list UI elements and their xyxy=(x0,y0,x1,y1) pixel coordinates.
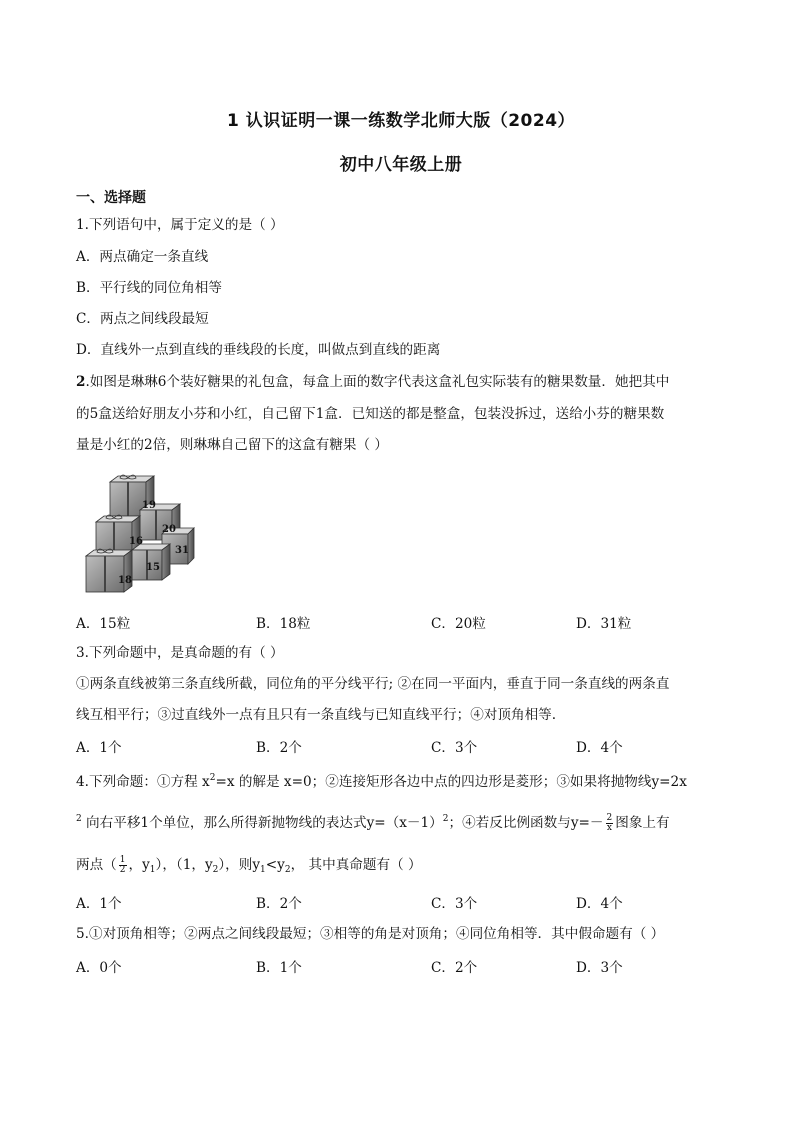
q4-line2 xyxy=(76,813,726,833)
q2-number: 2 xyxy=(76,374,86,390)
section-heading: 一、选择题 xyxy=(76,190,146,206)
q5-option-d: D．3个 xyxy=(576,960,623,976)
q4-line3: 两点（ $\frac{1}{2}$ ，$y_1$），（1，$y_2$），则$y_1<y_2$， 其中真命题有（ ） xyxy=(76,855,422,875)
box-label-31: 31 xyxy=(175,545,189,556)
q5-stem: 5.①对顶角相等；②两点之间线段最短；③相等的角是对顶角；④同位角相等．其中假命题有（ ） xyxy=(76,926,665,942)
q4-sup-1: 2 xyxy=(209,773,216,783)
q4-text-2c: 图象上有 xyxy=(615,815,670,831)
q5-option-a: A．0个 xyxy=(76,960,122,976)
q1-option-a: A．两点确定一条直线 xyxy=(76,249,209,265)
q2-text-1: .如图是琳琳6个装好糖果的礼包盒，每盒上面的数字代表这盒礼包实际装有的糖果数量．她把其中 xyxy=(85,374,670,390)
q4-sup-2: 2 xyxy=(76,814,82,824)
q3-line1: ①两条直线被第三条直线所截，同位角的平分线平行; ②在同一平面内，垂直于同一条直线的两条直 xyxy=(76,676,670,692)
box-label-20: 20 xyxy=(162,524,176,535)
gift-boxes-figure xyxy=(84,472,200,596)
q4-option-b: B．2个 xyxy=(256,896,302,912)
q5-option-b: B．1个 xyxy=(256,960,302,976)
q4-text-2a: 向右平移1个单位，那么所得新抛物线的表达式y=（x－1） xyxy=(81,815,443,831)
fraction-2-over-x: $\frac{2}{x}$ xyxy=(606,813,613,833)
q2-option-a: A．15粒 xyxy=(76,616,131,632)
q4-text-1a: 4.下列命题：①方程 x xyxy=(76,774,210,790)
q1-option-b: B．平行线的同位角相等 xyxy=(76,280,222,296)
q4-option-d: D．4个 xyxy=(576,896,623,912)
box-label-16: 16 xyxy=(129,536,143,547)
box-label-19: 19 xyxy=(142,500,156,511)
q4-option-c: C．3个 xyxy=(431,896,478,912)
box-label-18: 18 xyxy=(118,575,132,586)
q1-option-d: D．直线外一点到直线的垂线段的长度，叫做点到直线的距离 xyxy=(76,342,441,358)
q4-text-1b: =x 的解是 x=0；②连接矩形各边中点的四边形是菱形；③如果将抛物线y=2x xyxy=(215,774,687,790)
q1-option-c: C．两点之间线段最短 xyxy=(76,311,209,327)
q2-option-c: C．20粒 xyxy=(431,616,486,632)
fraction-1-over-2: $\frac{1}{2}$ xyxy=(119,855,126,875)
q4-text-2b: ；④若反比例函数与y=－ xyxy=(448,815,604,831)
q3-option-b: B．2个 xyxy=(256,740,302,756)
page-title: 1 认识证明一课一练数学北师大版（2024） xyxy=(226,111,576,131)
page-subtitle: 初中八年级上册 xyxy=(339,155,463,175)
q3-option-d: D．4个 xyxy=(576,740,623,756)
q3-option-c: C．3个 xyxy=(431,740,478,756)
q2-stem-line2: 的5盒送给好朋友小芬和小红，自己留下1盒．已知送的都是整盒，包装没拆过，送给小芬的糖果数 xyxy=(76,406,665,422)
q4-option-a: A．1个 xyxy=(76,896,122,912)
q2-stem-line1 xyxy=(76,372,726,392)
q2-option-d: D．31粒 xyxy=(576,616,632,632)
q4-line1 xyxy=(76,772,726,792)
q4-text-3a: 两点（ xyxy=(76,857,117,873)
q3-option-a: A．1个 xyxy=(76,740,122,756)
q2-option-b: B．18粒 xyxy=(256,616,311,632)
q4-sup-3: 2 xyxy=(442,814,449,824)
q1-stem: 1.下列语句中，属于定义的是（ ） xyxy=(76,217,284,233)
q5-option-c: C．2个 xyxy=(431,960,478,976)
box-label-15: 15 xyxy=(146,562,160,573)
q3-stem: 3.下列命题中，是真命题的有（ ） xyxy=(76,645,284,661)
q3-line2: 线互相平行；③过直线外一点有且只有一条直线与已知直线平行；④对顶角相等. xyxy=(76,707,557,723)
q2-stem-line3: 量是小红的2倍，则琳琳自己留下的这盒有糖果（ ） xyxy=(76,437,389,453)
